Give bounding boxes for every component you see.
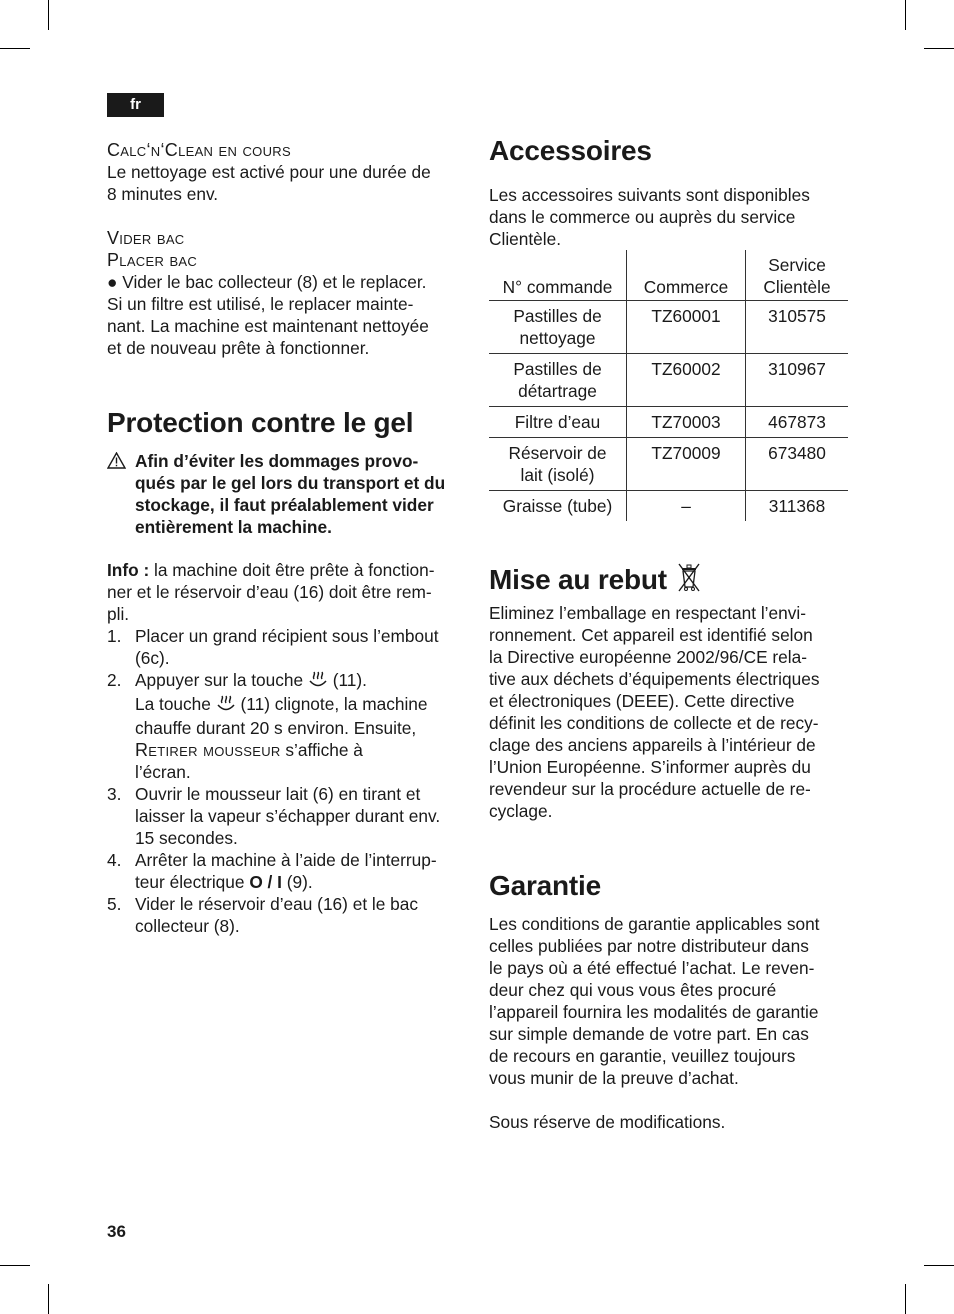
calc-text: 8 minutes env. (107, 184, 219, 204)
calc-text: Le nettoyage est activé pour une durée de (107, 162, 431, 182)
table-row: Réservoir de lait (isolé) TZ70009 673480 (489, 438, 848, 491)
table-row: Graisse (tube) – 311368 (489, 491, 848, 522)
info-text: pli. (107, 604, 130, 624)
table-header-row (489, 250, 848, 301)
warning-triangle-icon (107, 452, 126, 474)
table-row: Pastilles de détartrage TZ60002 310967 (489, 354, 848, 407)
accessoires-intro: Les accessoires suivants sont disponibles dans le commerce ou auprès du service Clientèle. (489, 185, 810, 249)
placer-title: Placer bac (107, 250, 198, 270)
warning-text: Afin d’éviter les dommages provo- (135, 451, 419, 471)
rebut-heading: Mise au rebut (489, 563, 667, 595)
warning-text: entièrement la machine. (135, 517, 332, 537)
rebut-heading-row (489, 561, 701, 598)
crop-mark (48, 1284, 49, 1314)
reserve-note: Sous réserve de modifications. (489, 1112, 726, 1132)
info-text: la machine doit être prête à fonction- (149, 560, 435, 580)
info-text: ner et le réservoir d’eau (16) doit être rem- (107, 582, 432, 602)
warning-text: qués par le gel lors du transport et du (135, 473, 446, 493)
crossed-bin-icon (677, 561, 701, 598)
list-item: 4. Arrêter la machine à l’aide de l’interrup- teur électrique O / I (9). (107, 850, 437, 892)
page-number: 36 (107, 1222, 126, 1241)
crop-mark (905, 1284, 906, 1314)
table-header: N° commande (489, 250, 627, 301)
table-header: Commerce (627, 250, 746, 301)
steps-list (107, 625, 469, 937)
crop-mark (924, 1265, 954, 1266)
vider-text: ● Vider le bac collecteur (8) et le replacer. (107, 272, 427, 292)
info-label: Info : (107, 560, 150, 580)
crop-mark (924, 48, 954, 49)
crop-mark (48, 0, 49, 30)
calc-title: Calc‘n‘Clean en cours (107, 140, 291, 160)
vider-title: Vider bac (107, 228, 185, 248)
vider-section (107, 227, 429, 359)
vider-text: nant. La machine est maintenant nettoyée (107, 316, 429, 336)
vider-text: Si un filtre est utilisé, le replacer mainte- (107, 294, 414, 314)
rebut-text: Eliminez l’emballage en respectant l’envi- ronnement. Cet appareil est identifié selon la Directive européenne 2002/96/CE rela- tive aux déchets d’équipements électriques et électroniques (DEEE). Cette directive définit les conditions de collecte et de recy- clage des anciens appareils à l’intérieur de l’Union Européenne. S’informer auprès du revendeur sur la procédure actuelle de re- cyclage. (489, 603, 820, 821)
accessories-table (489, 250, 848, 521)
vider-text: et de nouveau prête à fonctionner. (107, 338, 370, 358)
crop-mark (905, 0, 906, 30)
list-item: 2. Appuyer sur la touche (11). La touche (11) clignote, la machine chauffe durant 20 s environ. Ensuite, Retirer mousseur s’affiche à l’écran. (107, 670, 428, 782)
garantie-text: Les conditions de garantie applicables sont celles publiées par notre distributeur dans le pays où a été effectué l’achat. Le reven- deur chez qui vous vous êtes procuré l’appareil fournira les modalités de garantie sur simple demande de votre part. En cas de recours en garantie, veuillez toujours vous munir de la preuve d’achat. (489, 914, 820, 1088)
crop-mark (0, 1265, 30, 1266)
table-row: Pastilles de nettoyage TZ60001 310575 (489, 301, 848, 354)
list-item: 3. Ouvrir le mousseur lait (6) en tirant et laisser la vapeur s’échapper durant env. 15 secondes. (107, 784, 441, 848)
list-item: 5. Vider le réservoir d’eau (16) et le bac collecteur (8). (107, 894, 419, 936)
crop-mark (0, 48, 30, 49)
gel-heading: Protection contre le gel (107, 407, 414, 438)
table-header: Service Clientèle (746, 250, 849, 301)
warning-text: stockage, il faut préalablement vider (135, 495, 434, 515)
language-tab: fr (107, 93, 164, 117)
steam-icon (308, 670, 328, 693)
garantie-heading: Garantie (489, 870, 601, 901)
table-row: Filtre d’eau TZ70003 467873 (489, 407, 848, 438)
steam-icon (216, 694, 236, 717)
list-item: 1. Placer un grand récipient sous l’embout (6c). (107, 626, 439, 668)
calc-section (107, 139, 431, 205)
accessoires-heading: Accessoires (489, 135, 652, 166)
warning-block (107, 450, 475, 538)
info-block (107, 559, 435, 625)
